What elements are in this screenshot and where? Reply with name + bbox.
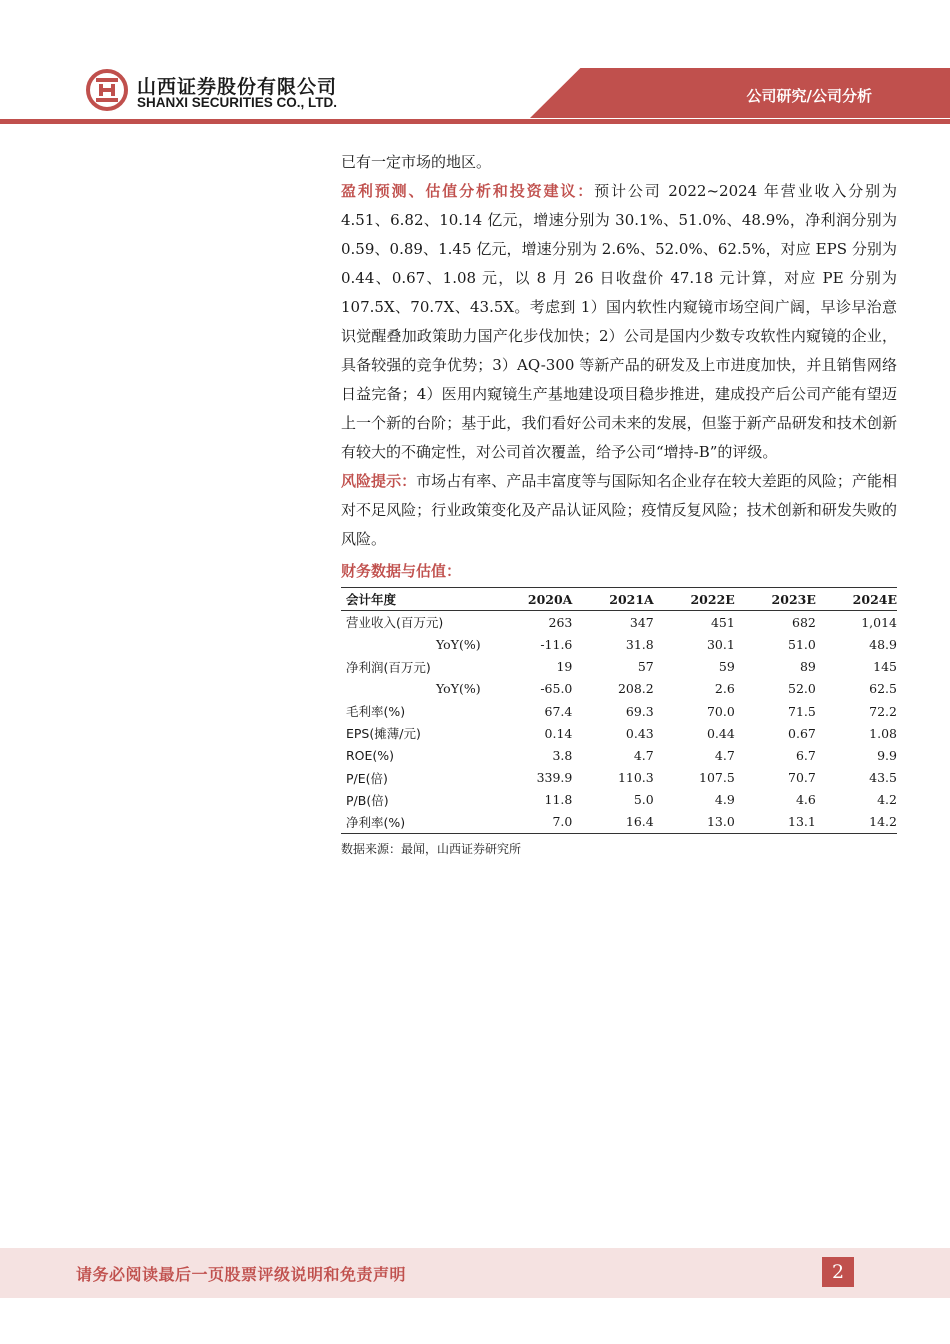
page-header (0, 0, 950, 125)
table-row (341, 656, 897, 678)
table-cell: 70.7 (788, 770, 816, 786)
table-cell: 9.9 (877, 747, 897, 763)
table-cell: 347 (629, 614, 654, 630)
table-cell: 1.08 (869, 725, 897, 741)
table-cell: 48.9 (869, 636, 897, 652)
row-label: 净利润(百万元) (346, 659, 431, 675)
table-row (341, 700, 897, 722)
company-name-cn: 山西证券股份有限公司 (137, 76, 338, 98)
table-cell: 208.2 (617, 681, 654, 697)
row-label: YoY(%) (436, 636, 481, 652)
forecast-label: 盈利预测、估值分析和投资建议： (341, 182, 595, 200)
table-cell: 7.0 (552, 814, 573, 830)
table-cell: 451 (710, 614, 735, 630)
table-cell: 263 (548, 614, 573, 630)
main-content (341, 148, 897, 857)
company-name-en: SHANXI SECURITIES CO., LTD. (137, 95, 338, 110)
table-cell: 11.8 (544, 792, 573, 808)
table-cell: 339.9 (536, 770, 573, 786)
table-cell: 0.43 (625, 725, 654, 741)
table-row (341, 722, 897, 744)
table-cell: 71.5 (788, 703, 816, 719)
row-label: P/E(倍) (346, 770, 388, 786)
table-cell: 1,014 (861, 614, 897, 630)
intro-tail: 已有一定市场的地区。 (341, 153, 492, 171)
risk-paragraph (341, 467, 897, 554)
table-header-cell: 2020A (527, 591, 573, 607)
table-cell: 4.7 (633, 747, 654, 763)
table-cell: 69.3 (625, 703, 654, 719)
table-row (341, 744, 897, 766)
row-label: 毛利率(%) (346, 704, 406, 720)
table-row (341, 611, 897, 634)
data-source-note: 数据来源：最闻，山西证券研究所 (341, 842, 522, 857)
table-cell: 4.7 (714, 747, 735, 763)
table-row (341, 767, 897, 789)
table-cell: 59 (718, 659, 735, 675)
table-header-cell: 2021A (609, 591, 654, 607)
table-header-cell: 2024E (852, 591, 897, 607)
table-row (341, 789, 897, 811)
table-cell: 89 (799, 659, 816, 675)
risk-text: 市场占有率、产品丰富度等与国际知名企业存在较大差距的风险；产能相对不足风险；行业政策变化及产品认证风险；疫情反复风险；技术创新和研发失败的风险。 (341, 472, 897, 548)
table-cell: 30.1 (706, 636, 735, 652)
table-cell: 107.5 (699, 770, 735, 786)
table-cell: 3.8 (552, 747, 573, 763)
table-cell: 19 (556, 659, 573, 675)
table-cell: -11.6 (540, 636, 573, 652)
table-cell: 70.0 (706, 703, 735, 719)
table-cell: 14.2 (869, 814, 897, 830)
table-cell: 31.8 (625, 636, 654, 652)
table-cell: 0.44 (706, 725, 735, 741)
table-cell: 67.4 (544, 703, 573, 719)
table-cell: 145 (873, 659, 897, 675)
table-cell: 4.2 (877, 792, 897, 808)
shanxi-securities-logo-icon (86, 69, 128, 111)
table-cell: 110.3 (617, 770, 654, 786)
table-cell: 16.4 (625, 814, 654, 830)
table-row (341, 678, 897, 700)
row-label: YoY(%) (436, 681, 481, 697)
table-cell: 6.7 (795, 747, 816, 763)
table-cell: 13.0 (706, 814, 735, 830)
table-cell: 682 (792, 614, 816, 630)
disclaimer-note: 请务必阅读最后一页股票评级说明和免责声明 (76, 1265, 407, 1284)
table-header-cell: 2023E (771, 591, 816, 607)
row-label: EPS(摊薄/元) (346, 726, 421, 742)
table-cell: 5.0 (633, 792, 654, 808)
row-label: 营业收入(百万元) (346, 615, 444, 631)
table-cell: 43.5 (869, 770, 897, 786)
table-cell: 51.0 (788, 636, 816, 652)
table-title: 财务数据与估值： (341, 562, 462, 580)
table-row (341, 811, 897, 834)
risk-label: 风险提示： (341, 472, 417, 490)
row-label: ROE(%) (346, 747, 395, 763)
table-row (341, 633, 897, 655)
table-cell: 0.14 (544, 725, 573, 741)
table-cell: -65.0 (540, 681, 573, 697)
page-number: 2 (822, 1257, 854, 1287)
section-tag: 公司研究/公司分析 (746, 87, 872, 105)
table-header-cell: 2022E (690, 591, 735, 607)
table-cell: 72.2 (869, 703, 897, 719)
table-cell: 13.1 (788, 814, 816, 830)
forecast-text: 预计公司 2022~2024 年营业收入分别为 4.51、6.82、10.14 亿元，增速分别为 30.1%、51.0%、48.9%，净利润分别为 0.59、0.89、1.45 亿元，增速分别为 2.6%、52.0%、62.5%，对应 EPS 分别为 0.44、0.67、1.08 元，以 8 月 26 日收盘价 47.18 元计算，对应 PE 分别为 107.5X、70.7X、43.5X。考虑到 1）国内软性内窥镜市场空间广阔，早诊早治意识觉醒叠加政策助力国产化步伐加快；2）公司是国内少数专攻软性内窥镜的企业，具备较强的竞争优势；3）AQ-300 等新产品的研发及上市进度加快，并且销售网络日益完备；4）医用内窥镜生产基地建设项目稳步推进，建成投产后公司产能有望迈上一个新的台阶；基于此，我们看好公司未来的发展，但鉴于新产品研发和技术创新有较大的不确定性，对公司首次覆盖，给予公司“增持-B”的评级。 (341, 182, 897, 461)
table-cell: 52.0 (788, 681, 816, 697)
table-cell: 0.67 (788, 725, 816, 741)
table-cell: 57 (637, 659, 654, 675)
table-header-row (341, 588, 897, 611)
header-band (530, 68, 950, 118)
table-cell: 2.6 (714, 681, 735, 697)
row-label: P/B(倍) (346, 792, 389, 808)
table-cell: 4.6 (795, 792, 816, 808)
table-cell: 62.5 (869, 681, 897, 697)
table-cell: 4.9 (714, 792, 735, 808)
financial-table (341, 587, 897, 834)
header-divider (0, 119, 950, 124)
row-label: 净利率(%) (346, 814, 406, 830)
table-header-cell: 会计年度 (346, 592, 397, 608)
forecast-paragraph (341, 177, 897, 467)
